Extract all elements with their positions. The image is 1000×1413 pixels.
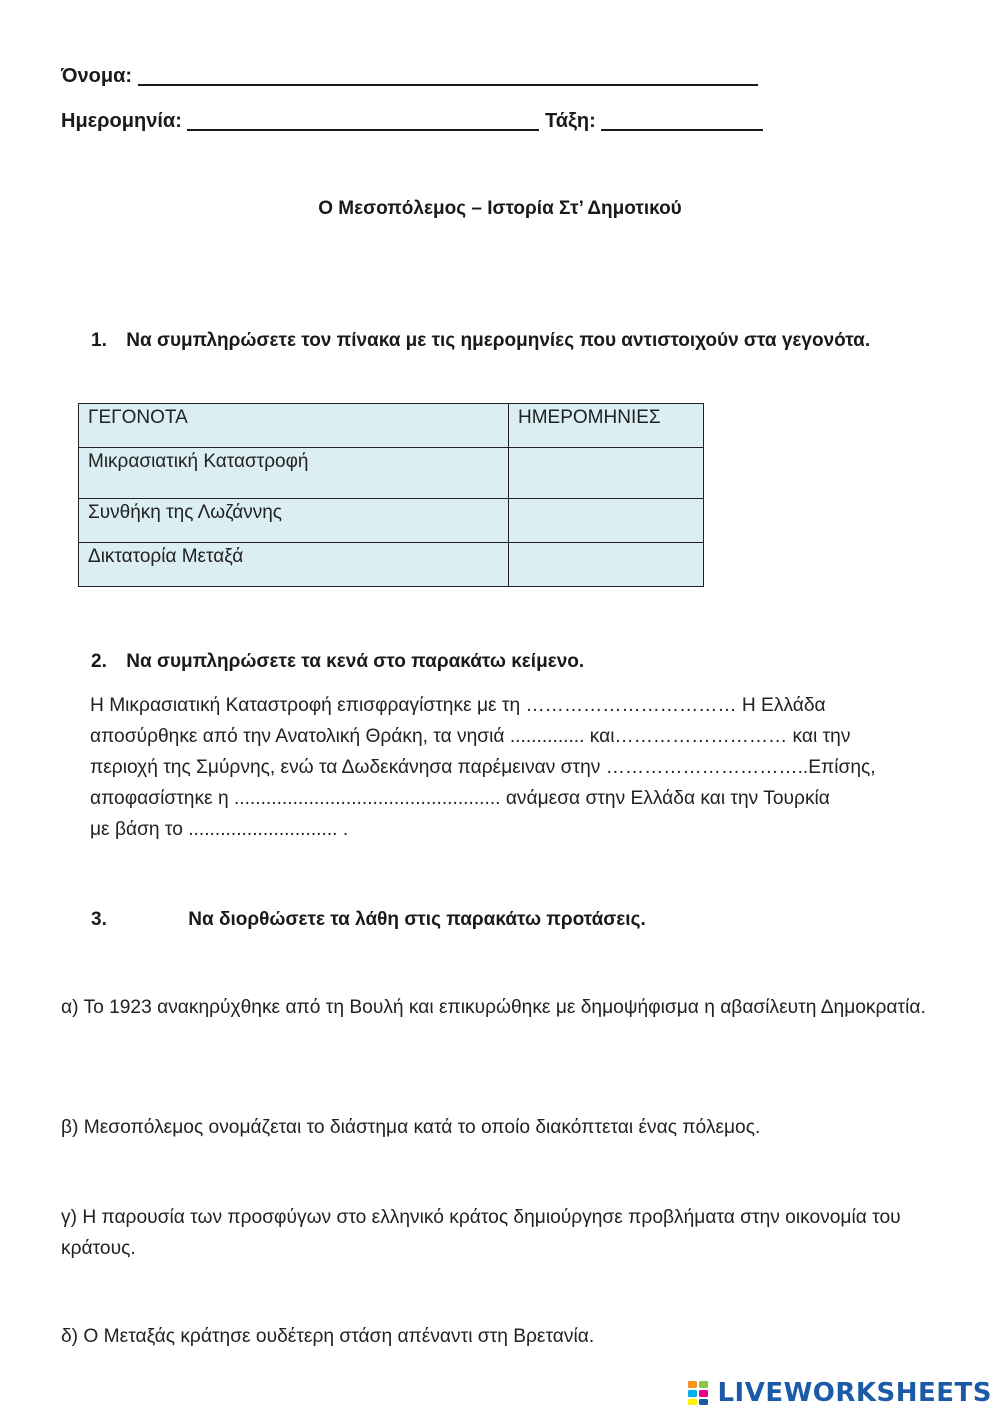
question-3-text: Να διορθώσετε τα λάθη στις παρακάτω προτάσεις. [188, 909, 646, 930]
class-label: Τάξη: [544, 110, 596, 132]
paragraph-line: αποφασίστηκε η .................................................. ανάμεσα στην Ελλάδα και την Τουρκία [90, 788, 830, 809]
sentence-a: α) Το 1923 ανακηρύχθηκε από τη Βουλή και επικυρώθηκε με δημοψήφισμα η αβασίλευτη Δημοκρατία. [61, 997, 926, 1018]
sentence-c: γ) Η παρουσία των προσφύγων στο ελληνικό κράτος δημιούργησε προβλήματα στην οικονομία του κράτους. [61, 1207, 901, 1259]
question-1-text: Να συμπληρώσετε τον πίνακα με τις ημερομηνίες που αντιστοιχούν στα γεγονότα. [126, 330, 871, 351]
paragraph-line: περιοχή της Σμύρνης, ενώ τα Δωδεκάνησα παρέμειναν στην …………………………..Επίσης, [90, 757, 876, 778]
column-header-dates: ΗΜΕΡΟΜΗΝΙΕΣ [509, 404, 704, 448]
class-input-line[interactable] [601, 109, 763, 131]
date-input-line[interactable] [187, 109, 539, 131]
sentence-d: δ) Ο Μεταξάς κράτησε ουδέτερη στάση απέναντι στη Βρετανία. [61, 1326, 595, 1347]
event-cell: Δικτατορία Μεταξά [79, 543, 509, 587]
question-2-number: 2. [91, 651, 107, 672]
table-header-row [79, 404, 704, 448]
logo-text: LIVEWORKSHEETS [717, 1378, 992, 1408]
table-row [79, 499, 704, 543]
name-label: Όνομα: [61, 65, 133, 87]
question-1-number: 1. [91, 330, 107, 351]
date-answer-cell[interactable] [509, 499, 704, 543]
date-answer-cell[interactable] [509, 543, 704, 587]
fill-in-paragraph [90, 690, 950, 845]
name-field [61, 64, 758, 88]
paragraph-line: με βάση το ............................ . [90, 819, 349, 840]
date-label: Ημερομηνία: [61, 110, 182, 132]
event-cell: Μικρασιατική Καταστροφή [79, 448, 509, 499]
table-row [79, 543, 704, 587]
table-row [79, 448, 704, 499]
question-3 [91, 909, 646, 931]
question-2 [91, 651, 584, 673]
date-answer-cell[interactable] [509, 448, 704, 499]
liveworksheets-logo [687, 1378, 992, 1408]
sentence-b: β) Μεσοπόλεμος ονομάζεται το διάστημα κατά το οποίο διακόπτεται ένας πόλεμος. [61, 1117, 761, 1138]
paragraph-line: Η Μικρασιατική Καταστροφή επισφραγίστηκε με τη …………………………… Η Ελλάδα [90, 695, 826, 716]
event-cell: Συνθήκη της Λωζάννης [79, 499, 509, 543]
name-input-line[interactable] [138, 64, 758, 86]
page-title: Ο Μεσοπόλεμος – Ιστορία Στ’ Δημοτικού [318, 198, 682, 219]
liveworksheets-logo-icon [687, 1380, 709, 1406]
events-table [78, 403, 704, 587]
question-2-text: Να συμπληρώσετε τα κενά στο παρακάτω κείμενο. [126, 651, 585, 672]
column-header-events: ΓΕΓΟΝΟΤΑ [79, 404, 509, 448]
question-1 [91, 330, 870, 352]
date-field [61, 109, 763, 133]
question-3-number: 3. [91, 909, 107, 930]
paragraph-line: αποσύρθηκε από την Ανατολική Θράκη, τα νησιά .............. και……………………… και την [90, 726, 851, 747]
